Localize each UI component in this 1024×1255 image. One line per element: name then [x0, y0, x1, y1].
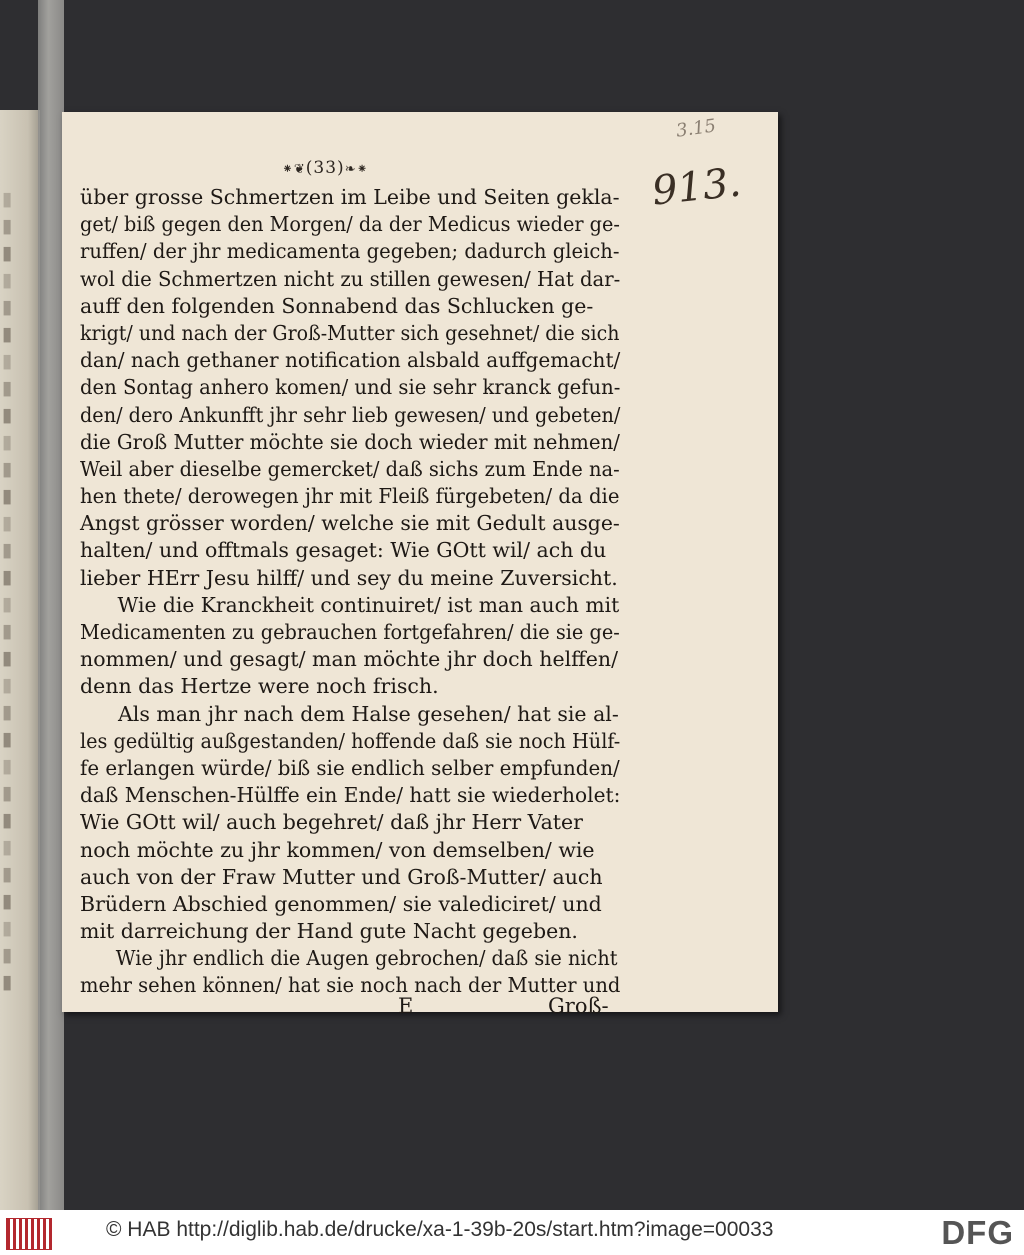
text-line: auch von der Fraw Mutter und Groß-Mutter/ auch — [80, 864, 603, 889]
text-line: Als man jhr nach dem Halse gesehen/ hat sie al- — [118, 701, 619, 726]
text-line: ruffen/ der jhr medicamenta gegeben; dadurch gleich- — [80, 239, 620, 264]
bleed-through-glyph: ▮ — [2, 190, 13, 209]
text-line: den Sontag anhero komen/ und sie sehr kranck gefun- — [80, 375, 621, 400]
bleed-through-glyph: ▮ — [2, 541, 13, 560]
bleed-through-glyph: ▮ — [2, 703, 13, 722]
scanner-glass-edge — [38, 0, 64, 1210]
bleed-through-glyph: ▮ — [2, 838, 13, 857]
page-header — [282, 158, 369, 178]
bleed-through-glyph: ▮ — [2, 379, 13, 398]
bleed-through-glyph: ▮ — [2, 757, 13, 776]
text-line: den/ dero Ankunfft jhr sehr lieb gewesen/ und gebeten/ — [80, 402, 621, 427]
bleed-through-glyph: ▮ — [2, 595, 13, 614]
bleed-through-glyph: ▮ — [2, 217, 13, 236]
bleed-through-glyph: ▮ — [2, 649, 13, 668]
bleed-through-glyph: ▮ — [2, 676, 13, 695]
text-line: dan/ nach gethaner notification alsbald auffgemacht/ — [80, 348, 621, 373]
bleed-through-glyph: ▮ — [2, 406, 13, 425]
bleed-through-glyph: ▮ — [2, 622, 13, 641]
bleed-through-glyph: ▮ — [2, 244, 13, 263]
bleed-through-glyph: ▮ — [2, 487, 13, 506]
hab-logo-icon — [6, 1218, 52, 1250]
text-line: Medicamenten zu gebrauchen fortgefahren/ die sie ge- — [80, 620, 620, 644]
footer-bar — [0, 1210, 1024, 1255]
text-line: über grosse Schmertzen im Leibe und Seiten gekla- — [80, 185, 620, 209]
handwritten-page-number: 913. — [649, 159, 744, 215]
bleed-through-glyph: ▮ — [2, 811, 13, 830]
bleed-through-glyph: ▮ — [2, 892, 13, 911]
text-line: krigt/ und nach der Groß-Mutter sich gesehnet/ die sich — [80, 320, 620, 345]
bleed-through-glyph: ▮ — [2, 946, 13, 965]
text-line: Wie jhr endlich die Augen gebrochen/ daß sie nicht — [115, 946, 618, 971]
text-line: lieber HErr Jesu hilff/ und sey du meine Zuversicht. — [80, 565, 618, 590]
text-line: daß Menschen-Hülffe ein Ende/ hatt sie wiederholet: — [80, 783, 621, 808]
previous-page-edge — [0, 110, 40, 1210]
ornament-left-icon: ⁕❦ — [282, 162, 306, 177]
text-line: fe erlangen würde/ biß sie endlich selber empfunden/ — [80, 755, 620, 780]
bleed-through-glyph: ▮ — [2, 865, 13, 884]
text-line: Wie GOtt wil/ auch begehret/ daß jhr Herr Vater — [80, 810, 583, 835]
dfg-logo: DFG — [941, 1214, 1014, 1251]
text-line: les gedültig außgestanden/ hoffende daß sie noch Hülf- — [80, 728, 621, 753]
body-text — [80, 184, 620, 1000]
bleed-through-glyph: ▮ — [2, 433, 13, 452]
bleed-through-glyph: ▮ — [2, 919, 13, 938]
text-line: Wie die Kranckheit continuiret/ ist man auch mit — [117, 592, 620, 617]
text-line: Brüdern Abschied genommen/ sie valediciret/ und — [80, 891, 602, 916]
catchword: Groß- — [548, 994, 609, 1018]
bleed-through-glyph: ▮ — [2, 352, 13, 371]
signature-mark: E — [398, 994, 414, 1018]
bleed-through-glyph: ▮ — [2, 514, 13, 533]
bleed-through-glyph: ▮ — [2, 271, 13, 290]
text-line: wol die Schmertzen nicht zu stillen gewesen/ Hat dar- — [80, 266, 621, 291]
bleed-through-glyph: ▮ — [2, 973, 13, 992]
text-line: denn das Hertze were noch frisch. — [80, 674, 439, 699]
text-line: Weil aber dieselbe gemercket/ daß sichs zum Ende na- — [80, 456, 620, 481]
text-line: hen thete/ derowegen jhr mit Fleiß fürgebeten/ da die — [80, 484, 620, 509]
bleed-through-glyph: ▮ — [2, 460, 13, 479]
copyright-url[interactable]: © HAB http://diglib.hab.de/drucke/xa-1-39b-20s/start.htm?image=00033 — [106, 1218, 774, 1241]
bleed-through-glyph: ▮ — [2, 784, 13, 803]
text-line: die Groß Mutter möchte sie doch wieder mit nehmen/ — [80, 429, 620, 454]
text-line: Angst grösser worden/ welche sie mit Gedult ausge- — [80, 511, 620, 536]
bleed-through-glyph: ▮ — [2, 568, 13, 587]
text-line: mit darreichung der Hand gute Nacht gegeben. — [80, 919, 578, 944]
text-line: get/ biß gegen den Morgen/ da der Medicus wieder ge- — [80, 212, 620, 237]
handwritten-mark: 3.15 — [674, 115, 718, 142]
text-line: halten/ und offtmals gesaget: Wie GOtt wil/ ach du — [80, 538, 607, 563]
text-line: noch möchte zu jhr kommen/ von demselben/ wie — [80, 837, 595, 862]
text-line: mehr sehen können/ hat sie noch nach der Mutter und — [80, 973, 621, 998]
bleed-through-glyph: ▮ — [2, 298, 13, 317]
ornament-right-icon: ❧⁕ — [344, 162, 369, 177]
bleed-through-glyph: ▮ — [2, 325, 13, 344]
text-line: nommen/ und gesagt/ man möchte jhr doch helffen/ — [80, 647, 618, 672]
bleed-through-glyph: ▮ — [2, 730, 13, 749]
text-line: auff den folgenden Sonnabend das Schlucken ge- — [80, 293, 594, 318]
page-number: (33) — [305, 158, 345, 178]
